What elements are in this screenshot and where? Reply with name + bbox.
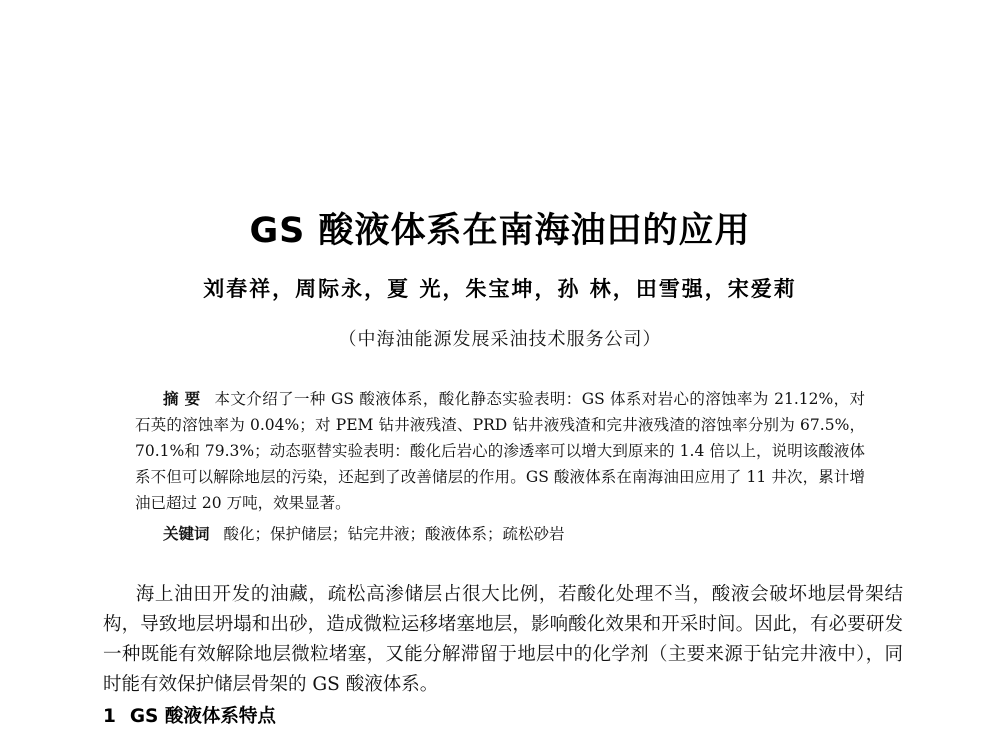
abstract-label: 摘 要 xyxy=(163,390,201,408)
intro-text: 海上油田开发的油藏，疏松高渗储层占很大比例，若酸化处理不当，酸液会破坏地层骨架结构，导致地层坍塌和出砂，造成微粒运移堵塞地层，影响酸化效果和开采时间。因此，有必要研发一种既能有效解除地层微粒堵塞，又能分解滞留于地层中的化学剂（主要来源于钻完井液中），同时能有效保护储层骨架的 GS 酸液体系。 xyxy=(103,584,903,695)
intro-paragraph xyxy=(103,580,903,700)
abstract xyxy=(135,386,865,516)
author-affiliation: （中海油能源发展采油技术服务公司） xyxy=(338,329,662,350)
author-list: 刘春祥，周际永，夏 光，朱宝坤，孙 林，田雪强，宋爱莉 xyxy=(203,276,797,301)
paper-title: GS 酸液体系在南海油田的应用 xyxy=(249,211,751,251)
section-title: GS 酸液体系特点 xyxy=(129,706,276,727)
keywords-text: 酸化；保护储层；钻完井液；酸液体系；疏松砂岩 xyxy=(223,525,565,543)
section-heading xyxy=(103,703,503,731)
section-number: 1 xyxy=(103,706,116,727)
abstract-text: 本文介绍了一种 GS 酸液体系，酸化静态实验表明：GS 体系对岩心的溶蚀率为 21.12%，对石英的溶蚀率为 0.04%；对 PEM 钻井液残渣、PRD 钻井液残渣和完井液残渣的溶蚀率分别为 67.5%，70.1%和 79.3%；动态驱替实验表明：酸化后岩心的渗透率可以增大到原来的 1.4 倍以上，说明该酸液体系不但可以解除地层的污染，还起到了改善储层的作用。GS 酸液体系在南海油田应用了 11 井次，累计增油已超过 20 万吨，效果显著。 xyxy=(135,390,865,512)
keywords xyxy=(163,521,863,547)
keywords-label: 关键词 xyxy=(163,525,210,543)
